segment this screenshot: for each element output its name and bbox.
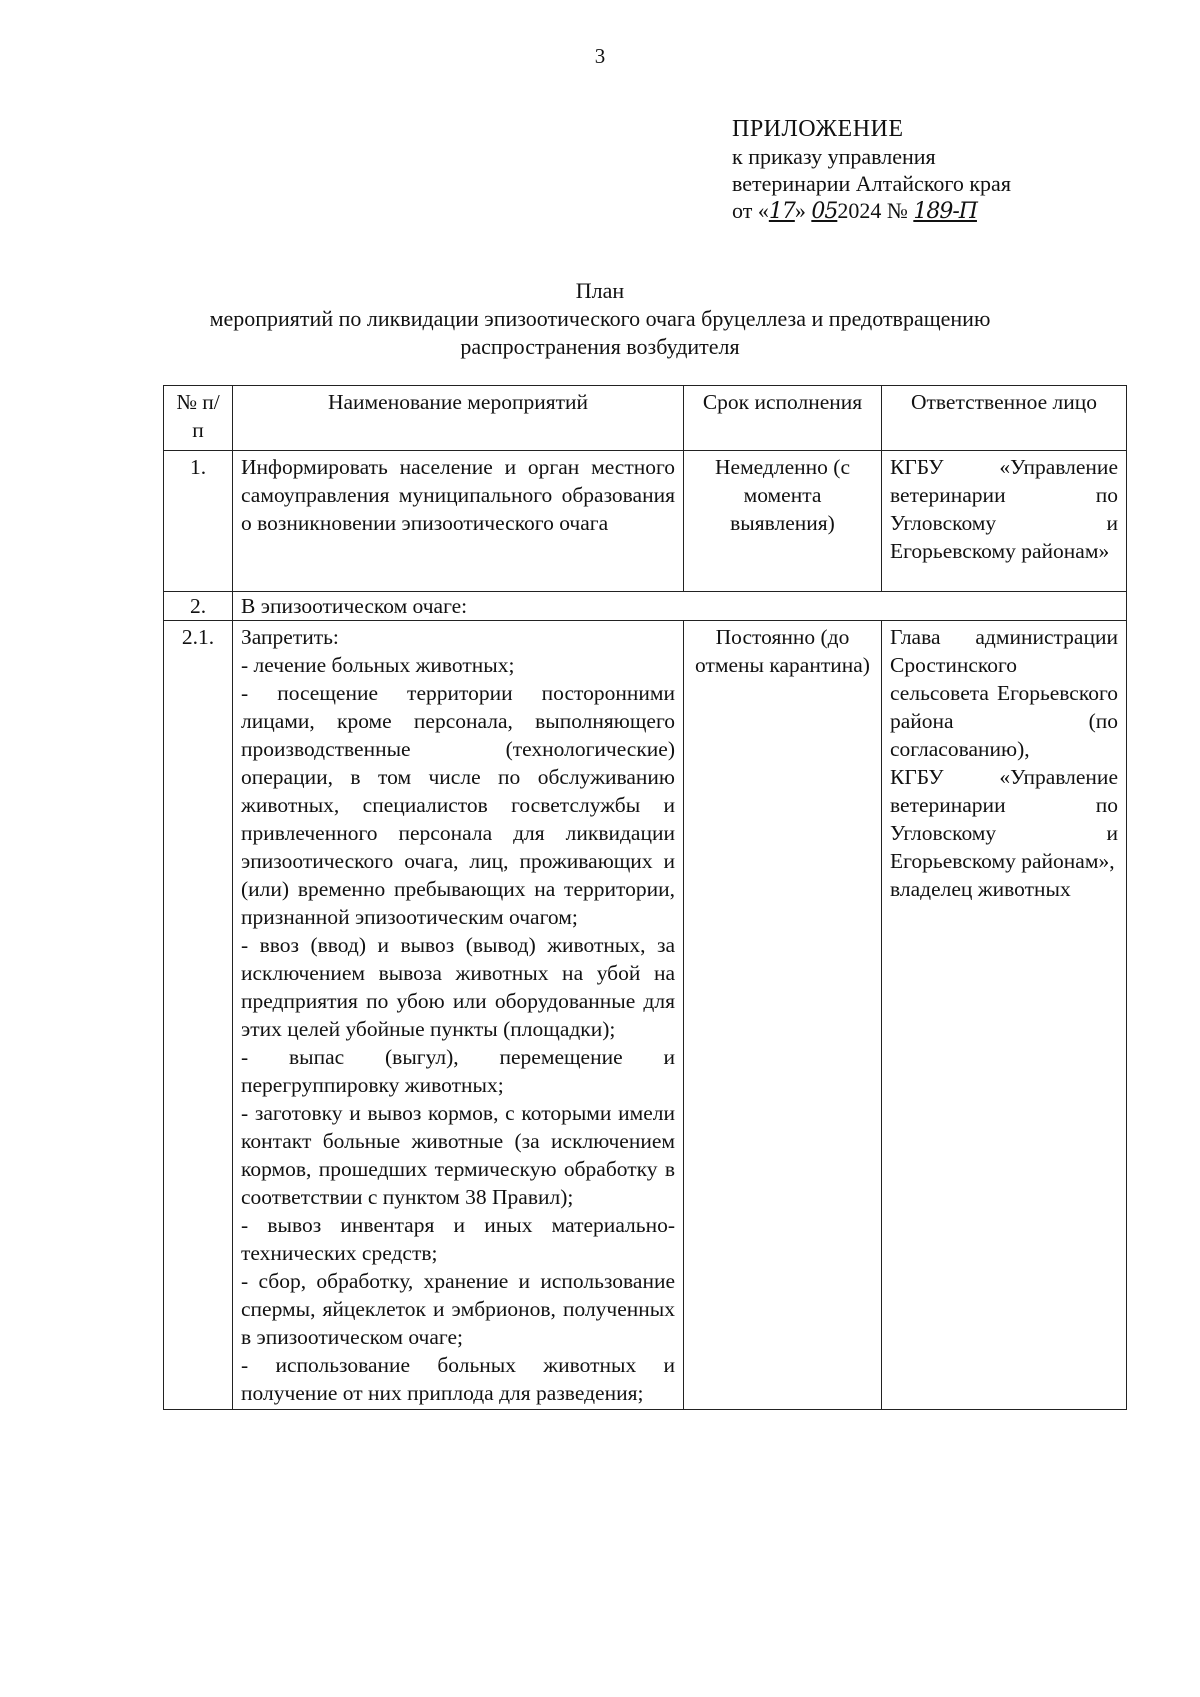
measure-term: Немедленно (с момента выявления) [684,451,882,592]
header-name: Наименование мероприятий [233,386,684,451]
measure-line: - выпас (выгул), перемещение и перегруппировку животных; [241,1045,675,1097]
row-number: 2.1. [164,621,233,1410]
header-resp: Ответственное лицо [882,386,1127,451]
measure-line: - посещение территории посторонними лицами, кроме персонала, выполняющего производственные (технологические) операции, в том числе по обслуживанию животных, специалистов госветслужбы и привлеченного персонала для ликвидации эпизоотического очага, лиц, проживающих и (или) временно пребывающих на территории, признанной эпизоотическим очагом; [241,681,675,929]
date-day-handwritten: 17 [768,199,795,224]
appendix-line-2: ветеринарии Алтайского края [732,171,1011,196]
header-term: Срок исполнения [684,386,882,451]
section-heading: В эпизоотическом очаге: [233,592,1127,621]
plan-subtitle-line-2: распространения возбудителя [460,334,740,359]
measure-responsible [882,621,1127,1410]
header-num: № п/п [164,386,233,451]
date-year: 2024 № [837,198,908,223]
measure-name: Информировать население и орган местного самоуправления муниципального образования о возникновении эпизоотического очага [233,451,684,592]
measure-line: - вывоз инвентаря и иных материально-технических средств; [241,1213,675,1265]
date-separator: » [794,198,806,223]
appendix-line-1: к приказу управления [732,144,936,169]
table-row [164,592,1127,621]
plan-title: План [575,278,625,303]
table-row [164,451,1127,592]
table-header-row [164,386,1127,451]
plan-subtitle-line-1: мероприятий по ликвидации эпизоотического очага бруцеллеза и предотвращению [209,306,991,331]
date-month-handwritten: 05 [811,199,838,224]
order-number-handwritten: 189-П [913,199,977,224]
measure-line: - заготовку и вывоз кормов, с которыми имели контакт больные животные (за исключением кормов, прошедших термическую обработку в соответствии с пунктом 38 Правил); [241,1101,675,1209]
table-row [164,621,1127,1410]
page-number: 3 [594,44,606,68]
row-number: 1. [164,451,233,592]
date-prefix: от « [732,198,769,223]
measure-line: - использование больных животных и получение от них приплода для разведения; [241,1353,675,1405]
responsible-line: КГБУ «Управление ветеринарии по Угловскому и Егорьевскому районам», [890,765,1118,873]
appendix-date-line [732,197,1011,225]
measure-line: - ввоз (ввод) и вывоз (вывод) животных, за исключением вывоза животных на убой на предприятия по убою или оборудованные для этих целей убойные пункты (площадки); [241,933,675,1041]
measure-responsible: КГБУ «Управление ветеринарии по Угловскому и Егорьевскому районам» [882,451,1127,592]
appendix-block [732,116,1011,225]
measure-line: Запретить: [241,625,339,649]
measure-line: - сбор, обработку, хранение и использование спермы, яйцеклеток и эмбрионов, полученных в эпизоотическом очаге; [241,1269,675,1349]
row-number: 2. [164,592,233,621]
appendix-title: ПРИЛОЖЕНИЕ [732,116,904,142]
measures-table [163,385,1127,1410]
measure-term: Постоянно (до отмены карантина) [684,621,882,1410]
plan-heading [0,277,1200,361]
responsible-line: Глава администрации Сростинского сельсовета Егорьевского района (по согласованию), [890,625,1118,761]
measure-line: - лечение больных животных; [241,653,515,677]
responsible-line: владелец животных [890,877,1071,901]
measure-name [233,621,684,1410]
